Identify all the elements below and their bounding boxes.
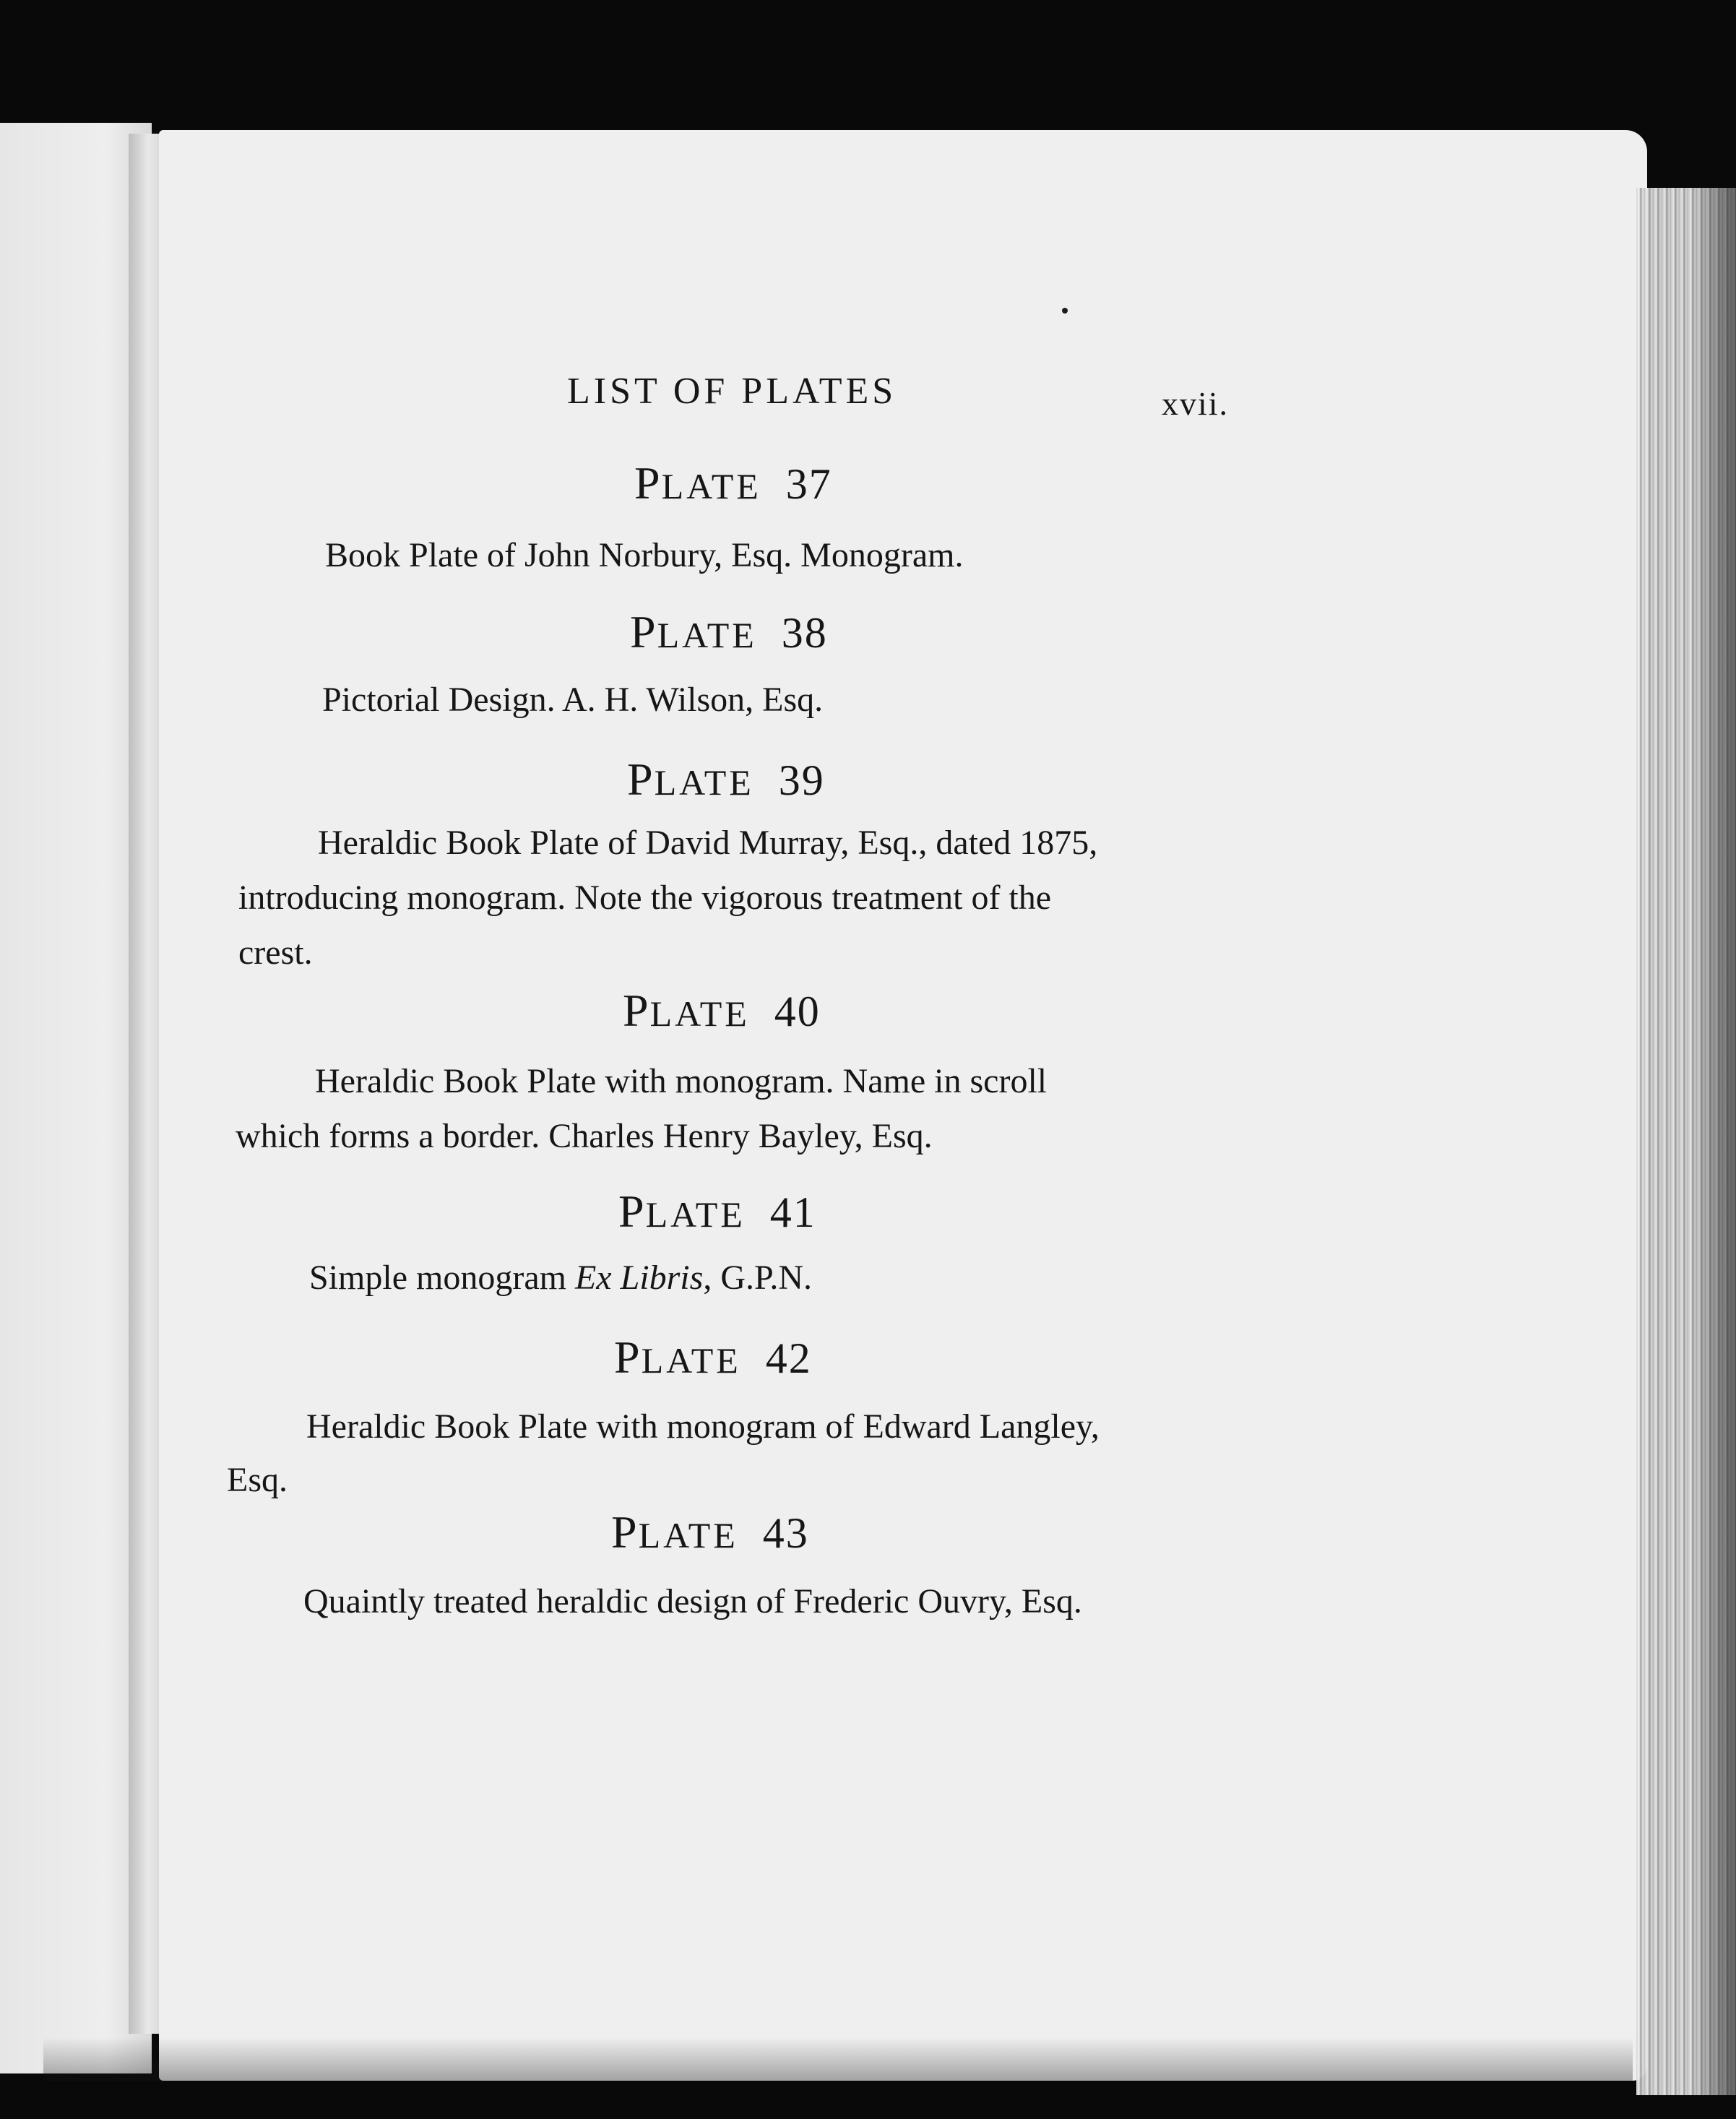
plate-description-line: Esq.: [227, 1461, 288, 1499]
plate-heading: [611, 1506, 809, 1559]
plate-heading-word: LATE: [641, 1340, 741, 1381]
plate-heading-initial: P: [627, 754, 655, 805]
plate-number: 37: [785, 460, 832, 508]
plate-heading: [627, 753, 825, 806]
plate-number: 39: [778, 756, 825, 804]
running-title: LIST OF PLATES: [567, 371, 897, 412]
fore-edge-shadow: [1690, 188, 1736, 2095]
plate-heading-initial: P: [623, 985, 650, 1036]
plate-heading: [614, 1331, 812, 1384]
plate-heading: [618, 1185, 816, 1238]
plate-heading: [623, 984, 821, 1037]
plate-heading-word: LATE: [649, 993, 750, 1034]
plate-heading-word: LATE: [654, 762, 754, 803]
page-number: xvii.: [1162, 385, 1230, 422]
description-italic-text: Ex Libris: [574, 1259, 704, 1297]
plate-heading-word: LATE: [638, 1515, 738, 1555]
plate-heading-initial: P: [634, 457, 662, 509]
plate-heading-initial: P: [630, 606, 657, 657]
plate-heading-word: LATE: [661, 466, 761, 506]
plate-heading: [630, 605, 828, 659]
plate-description-line: Heraldic Book Plate with monogram. Name in scroll: [315, 1062, 1048, 1100]
description-text: , G.P.N.: [703, 1259, 813, 1297]
plate-description-line: Pictorial Design. A. H. Wilson, Esq.: [322, 681, 824, 719]
plate-description-line: [309, 1251, 812, 1305]
plate-description-line: crest.: [238, 933, 313, 972]
page-bottom-shadow: [43, 2037, 1633, 2081]
plate-description-line: Heraldic Book Plate of David Murray, Esq., dated 1875,: [318, 824, 1098, 862]
plate-heading-word: LATE: [657, 615, 757, 655]
plate-number: 42: [765, 1334, 812, 1382]
plate-heading-initial: P: [614, 1332, 642, 1383]
plate-number: 43: [762, 1509, 809, 1557]
description-text: Simple monogram: [309, 1259, 575, 1297]
plate-heading-initial: P: [618, 1186, 646, 1237]
plate-heading-initial: P: [611, 1506, 639, 1558]
plate-description-line: introducing monogram. Note the vigorous treatment of the: [238, 879, 1052, 917]
plate-heading-word: LATE: [645, 1194, 746, 1235]
plate-number: 41: [769, 1188, 816, 1236]
plate-heading: [634, 457, 832, 510]
plate-number: 38: [781, 609, 828, 657]
plate-description-line: Heraldic Book Plate with monogram of Edward Langley,: [306, 1407, 1100, 1446]
print-speck: [1062, 308, 1068, 314]
plate-description-line: Quaintly treated heraldic design of Frederic Ouvry, Esq.: [303, 1582, 1082, 1620]
plate-number: 40: [774, 988, 821, 1035]
plate-description-line: Book Plate of John Norbury, Esq. Monogram.: [325, 536, 964, 574]
plate-description-line: which forms a border. Charles Henry Bayley, Esq.: [236, 1117, 933, 1155]
